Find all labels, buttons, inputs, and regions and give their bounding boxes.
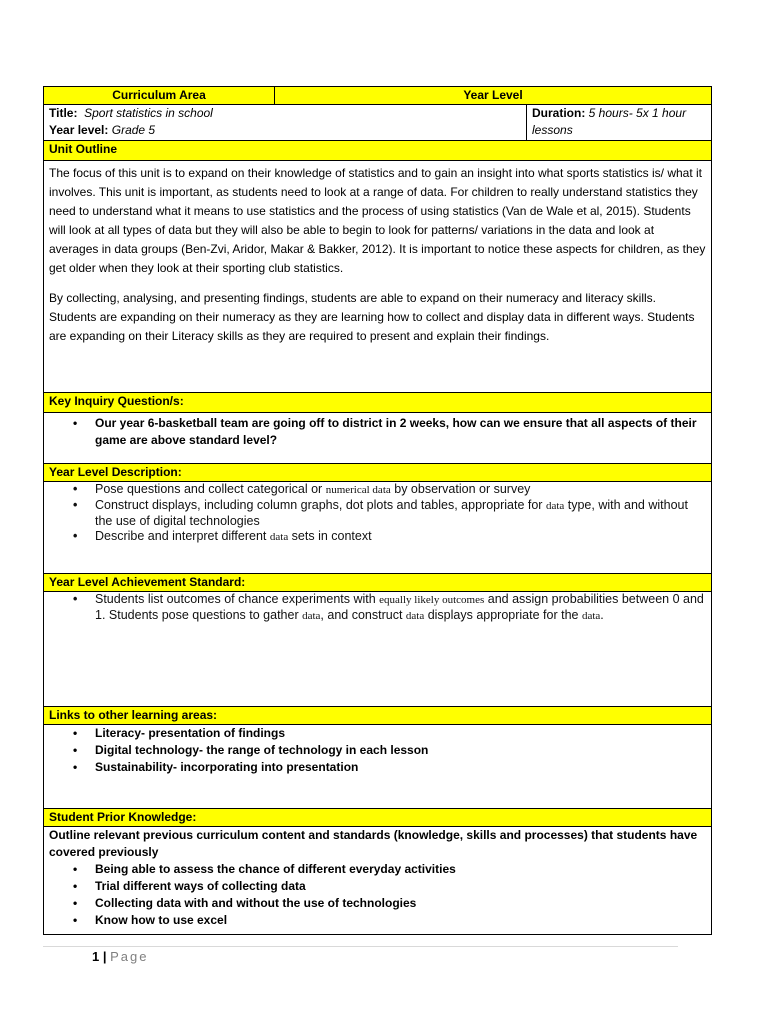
unit-outline-heading: Unit Outline	[44, 141, 712, 161]
curriculum-table	[43, 86, 712, 935]
description-item-3: • Describe and interpret different data sets in context	[49, 529, 706, 545]
links-body	[44, 725, 712, 809]
key-inquiry-body	[44, 413, 712, 464]
year-level-label: Year level:	[49, 123, 109, 137]
prior-knowledge-body	[44, 827, 712, 935]
prior-knowledge-item: • Know how to use excel	[49, 912, 706, 929]
page-footer	[92, 949, 149, 964]
curriculum-area-header: Curriculum Area	[44, 87, 275, 105]
year-level-value: Grade 5	[111, 123, 156, 137]
prior-knowledge-item: • Collecting data with and without the use of technologies	[49, 895, 706, 912]
year-level-header: Year Level	[275, 87, 712, 105]
prior-knowledge-intro: Outline relevant previous curriculum content and standards (knowledge, skills and processes) that students have covered previously	[49, 828, 698, 859]
links-item: • Sustainability- incorporating into presentation	[49, 759, 706, 776]
title-label: Title:	[49, 106, 78, 120]
unit-outline-body	[44, 161, 712, 393]
description-item-2: • Construct displays, including column graphs, dot plots and tables, appropriate for data type, with and without the use of digital technologies	[49, 498, 706, 529]
prior-knowledge-heading: Student Prior Knowledge:	[44, 809, 712, 827]
title-value: Sport statistics in school	[84, 106, 213, 120]
year-level-description-body	[44, 482, 712, 574]
unit-outline-paragraph-2: By collecting, analysing, and presenting findings, students are able to expand on their numeracy and literacy skills. Students are expanding on their numeracy as they are learning how to collect and display data in different ways. Students are expanding on their Literacy skills as they are required to present and explain their findings.	[49, 291, 695, 343]
footer-rule	[43, 946, 678, 947]
achievement-standard-item: • Students list outcomes of chance experiments with equally likely outcomes and assign probabilities between 0 and 1. Students pose questions to gather data, and construct data displays appropriate for the data.	[49, 592, 706, 624]
page-label: Page	[110, 949, 149, 964]
unit-outline-paragraph-1: The focus of this unit is to expand on their knowledge of statistics and to gain an insight into what sports statistics is/ what it involves. This unit is important, as students need to look at a range of data. For children to really understand statistics they need to understand what it means to use statistics and the process of using statistics (Van de Wale et al, 2015). Students will look at all types of data but they will also be able to begin to look for patterns/ variations in the data and look at averages in data groups (Ben-Zvi, Aridor, Makar & Bakker, 2012). It is important to notice these aspects for children, as they get older when they look at their sporting club statistics.	[49, 166, 706, 275]
links-item: • Literacy- presentation of findings	[49, 725, 706, 742]
page-number: 1	[92, 949, 100, 964]
duration-cell	[527, 105, 712, 141]
duration-label: Duration:	[532, 106, 586, 120]
year-level-description-heading: Year Level Description:	[44, 464, 712, 482]
prior-knowledge-item: • Being able to assess the chance of different everyday activities	[49, 861, 706, 878]
duration-value: 5 hours- 5x 1 hour lessons	[532, 106, 687, 137]
achievement-standard-heading: Year Level Achievement Standard:	[44, 574, 712, 592]
links-item: • Digital technology- the range of technology in each lesson	[49, 742, 706, 759]
achievement-standard-body	[44, 592, 712, 707]
key-inquiry-heading: Key Inquiry Question/s:	[44, 393, 712, 413]
description-item-1: • Pose questions and collect categorical or numerical data by observation or survey	[49, 482, 706, 498]
title-cell	[44, 105, 527, 141]
prior-knowledge-item: • Trial different ways of collecting data	[49, 878, 706, 895]
links-heading: Links to other learning areas:	[44, 707, 712, 725]
key-inquiry-item: • Our year 6-basketball team are going off to district in 2 weeks, how can we ensure that all aspects of their game are above standard level?	[49, 415, 706, 449]
page-separator: |	[102, 949, 107, 964]
